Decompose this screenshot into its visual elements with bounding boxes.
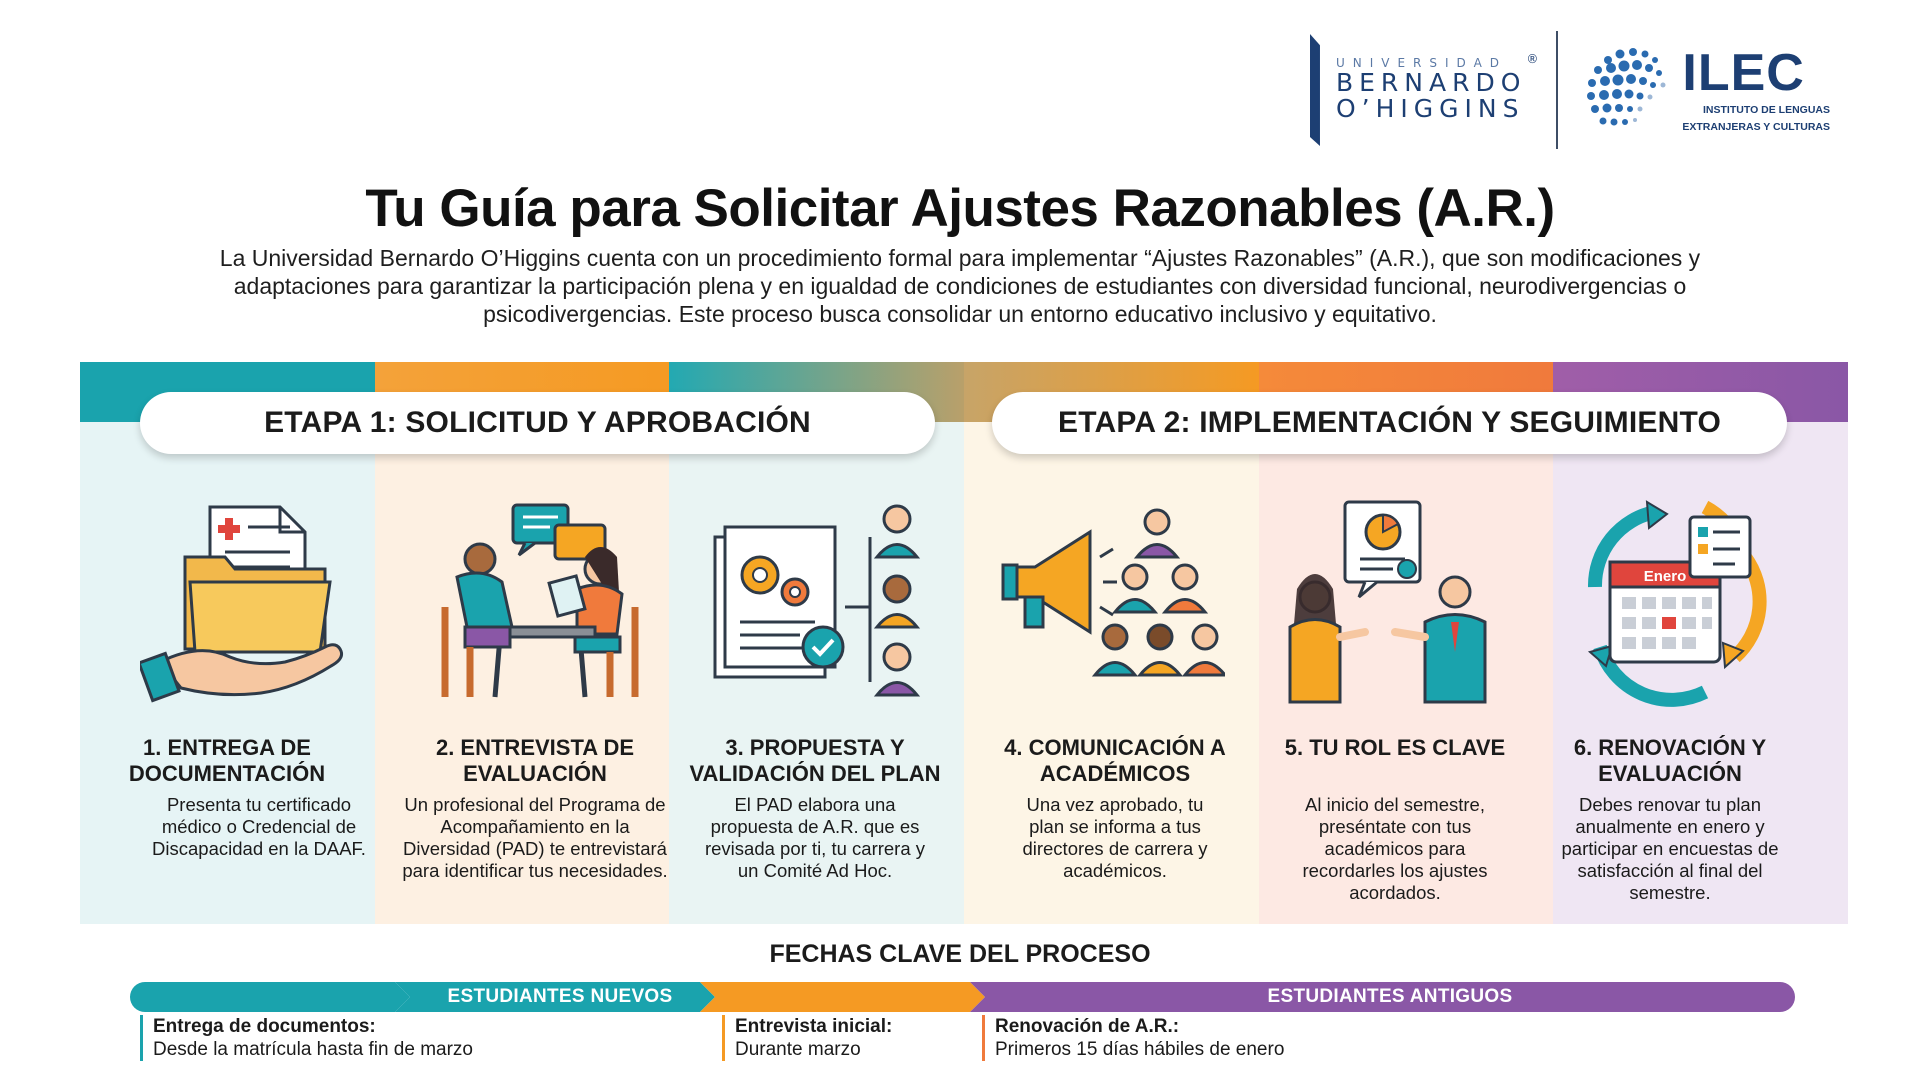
date-item-value: Primeros 15 días hábiles de enero	[995, 1039, 1285, 1060]
calendar-month-label: Enero	[1643, 568, 1687, 585]
plan-validation-icon	[705, 497, 935, 707]
conversation-icon	[1275, 497, 1505, 707]
date-item-label: Entrega de documentos:	[153, 1016, 376, 1037]
date-item-interview	[722, 1015, 892, 1061]
ilec-name: ILEC	[1682, 43, 1805, 102]
stage-2-label: ETAPA 2: IMPLEMENTACIÓN Y SEGUIMIENTO	[992, 392, 1787, 454]
step-1-title: 1. ENTREGA DE DOCUMENTACIÓN	[128, 735, 326, 786]
step-4-desc: Una vez aprobado, tu plan se informa a tus directores de carrera y académicos.	[1022, 794, 1208, 881]
megaphone-group-icon	[995, 497, 1225, 707]
hand-folder-icon	[140, 497, 370, 707]
page-title: Tu Guía para Solicitar Ajustes Razonables (A.R.)	[365, 179, 1555, 238]
step-5-desc: Al inicio del semestre, preséntate con tus académicos para recordarles los ajustes acordados.	[1302, 794, 1488, 903]
key-dates-title: FECHAS CLAVE DEL PROCESO	[769, 940, 1151, 968]
header-logos	[1310, 30, 1830, 150]
step-1-desc: Presenta tu certificado médico o Credencial de Discapacidad en la DAAF.	[152, 794, 366, 859]
ubo-logo-line3: O’HIGGINS	[1335, 94, 1525, 124]
ilec-sub2: EXTRANJERAS Y CULTURAS	[1682, 121, 1830, 133]
ilec-logo-text	[1682, 43, 1830, 133]
ubo-logo	[1310, 34, 1539, 146]
calendar-cycle-icon	[1555, 497, 1785, 707]
interview-icon	[425, 497, 655, 707]
step-2-desc: Un profesional del Programa de Acompañamiento en la Diversidad (PAD) te entrevistará para identificar tus necesidades.	[402, 794, 668, 881]
step-5-title: 5. TU ROL ES CLAVE	[1284, 735, 1506, 760]
new-students-label: ESTUDIANTES NUEVOS	[447, 986, 673, 1007]
date-item-label: Renovación de A.R.:	[995, 1016, 1180, 1037]
ilec-logo	[1578, 40, 1830, 140]
date-item-label: Entrevista inicial:	[735, 1016, 893, 1037]
ilec-sub1: INSTITUTO DE LENGUAS	[1703, 103, 1830, 116]
stage-1-label: ETAPA 1: SOLICITUD Y APROBACIÓN	[140, 392, 935, 454]
registered-mark: ®	[1526, 52, 1539, 67]
step-3-desc: El PAD elabora una propuesta de A.R. que es revisada por ti, tu carrera y un Comité Ad Hoc.	[704, 794, 926, 881]
logo-divider	[1556, 31, 1558, 149]
step-4-title: 4. COMUNICACIÓN A ACADÉMICOS	[1004, 735, 1226, 786]
globe-dots-icon	[1578, 40, 1678, 140]
ubo-logo-line2: BERNARDO	[1335, 68, 1527, 98]
old-students-label: ESTUDIANTES ANTIGUOS	[1267, 986, 1513, 1007]
step-6-title: 6. RENOVACIÓN Y EVALUACIÓN	[1573, 735, 1767, 786]
ubo-logo-line1: UNIVERSIDAD	[1335, 56, 1508, 71]
step-6-desc: Debes renovar tu plan anualmente en enero y participar en encuestas de satisfacción al final del semestre.	[1561, 794, 1779, 903]
step-2-title: 2. ENTREVISTA DE EVALUACIÓN	[435, 735, 635, 786]
intro-paragraph: La Universidad Bernardo O’Higgins cuenta con un procedimiento formal para implementar “Ajustes Razonables” (A.R.), que son modificaciones y adaptaciones para garantizar la participación plena y en igualdad de condiciones de estudiantes con diversidad funcional, neurodivergencias o psicodivergencias. Este proceso busca consolidar un entorno educativo inclusivo y equitativo.	[219, 245, 1701, 327]
date-item-value: Durante marzo	[735, 1039, 861, 1060]
ubo-logo-text	[1335, 52, 1539, 124]
step-3-title: 3. PROPUESTA Y VALIDACIÓN DEL PLAN	[689, 735, 941, 786]
date-item-documents	[140, 1015, 473, 1061]
date-item-renewal	[982, 1015, 1284, 1061]
stages-panel	[80, 362, 1848, 924]
ubo-logo-bar	[1310, 34, 1320, 146]
date-item-value: Desde la matrícula hasta fin de marzo	[153, 1039, 473, 1060]
